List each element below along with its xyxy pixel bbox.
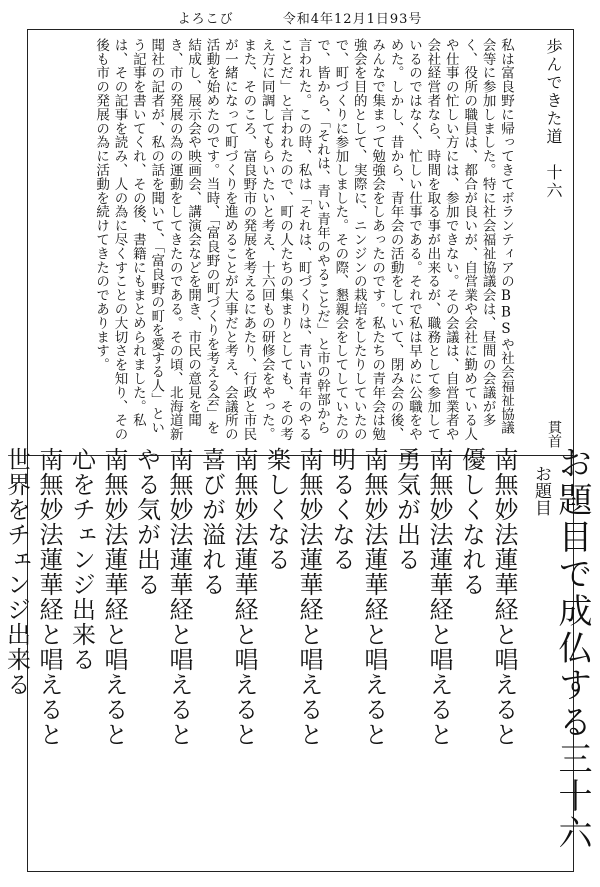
poem-line: 明るくなる <box>327 447 356 572</box>
poem-line: 南無妙法蓮華経と唱えると <box>35 447 63 747</box>
poem-line: 南無妙法蓮華経と唱えると <box>230 447 258 747</box>
poem-line: やる気が出る <box>132 447 161 597</box>
poem-line: 南無妙法蓮華経と唱えると <box>295 447 323 747</box>
poem-subtitle: お題目 <box>531 465 551 516</box>
poem-line: 南無妙法蓮華経と唱えると <box>360 447 388 747</box>
poem-line: 南無妙法蓮華経と唱えると <box>490 447 518 747</box>
poem-line: 優しくなれる <box>457 447 486 597</box>
poem-title: お題目で成仏する三十六 <box>552 445 592 852</box>
column-section <box>43 38 563 448</box>
poem-line: 南無妙法蓮華経と唱えると <box>165 447 193 747</box>
column-author: 貫首 <box>546 420 562 448</box>
publication-name: よろこび <box>177 12 234 27</box>
poem-line: 楽しくなる <box>262 447 291 572</box>
poem-line: 心をチェンジ出来る <box>67 447 96 672</box>
poem-line: 世界をチェンジ出来る <box>2 447 31 697</box>
column-body: 私は富良野に帰ってきてボランティアのBBSや社会福祉協議会等に参加しました。特に社会福祉協議会は、昼間の会議が多く、役所の職員は、都合が良いが、自営業や会社に勤めている人や仕事の忙しい方には、参加できない。その会議は、自営業者や会社経営者なら、時間を取る事が出来るが、職務として参加しているのではなく、忙しい仕事である。それで私は早めに公職をやめた。しかし、昔から、青年会の活動をしていて、閉み会の後、みんなで集まって勉強会をしあったのです。私たちの青年会は勉強会を目的として、実際に、ニンジンの栽培をしたりしていたので、町づくりに参加しました。その際、懇親会をしてしていたので、皆から、「それは、青い青年のやることだ」と市の幹部から言われた。この時、私は「それは、町づくりは、青い青年のやることだ」と言われたので、町の人たちの集まりとしても、その考え方に同調してもらいたいと考え、十六回もの研修会をやった。また、そのころ、富良野市の発展を考えるにあたり、行政と市民が一緒になって町づくりを進めることが大事だと考え、会議所の活動を始めたのです。当時、「富良野の町づくりを考える会」を結成し、展示会や映画会、講演会などを開き、市民の意見を聞き、市の発展の為の運動をしてきたのである。その頃、北海道新聞社の記者が、私の話を聞いて、「富良野の町を愛する人」という記事を書いてくれ、その後、書籍にもまとめられました。私は、その記事を読み、人の為に尽くすことの大切さを知り、その後も市の発展の為に活動を続けてきたのであります。 <box>93 38 514 442</box>
poem-line: 南無妙法蓮華経と唱えると <box>100 447 128 747</box>
column-title: 歩んできた道 十六 <box>544 38 563 200</box>
poem-body <box>0 447 520 857</box>
page-header <box>0 8 600 27</box>
poem-line: 勇気が出る <box>392 447 421 572</box>
issue-date: 令和4年12月1日93号 <box>282 12 423 27</box>
poem-line: 喜びが溢れる <box>197 447 226 597</box>
poem-line: 南無妙法蓮華経と唱えると <box>425 447 453 747</box>
